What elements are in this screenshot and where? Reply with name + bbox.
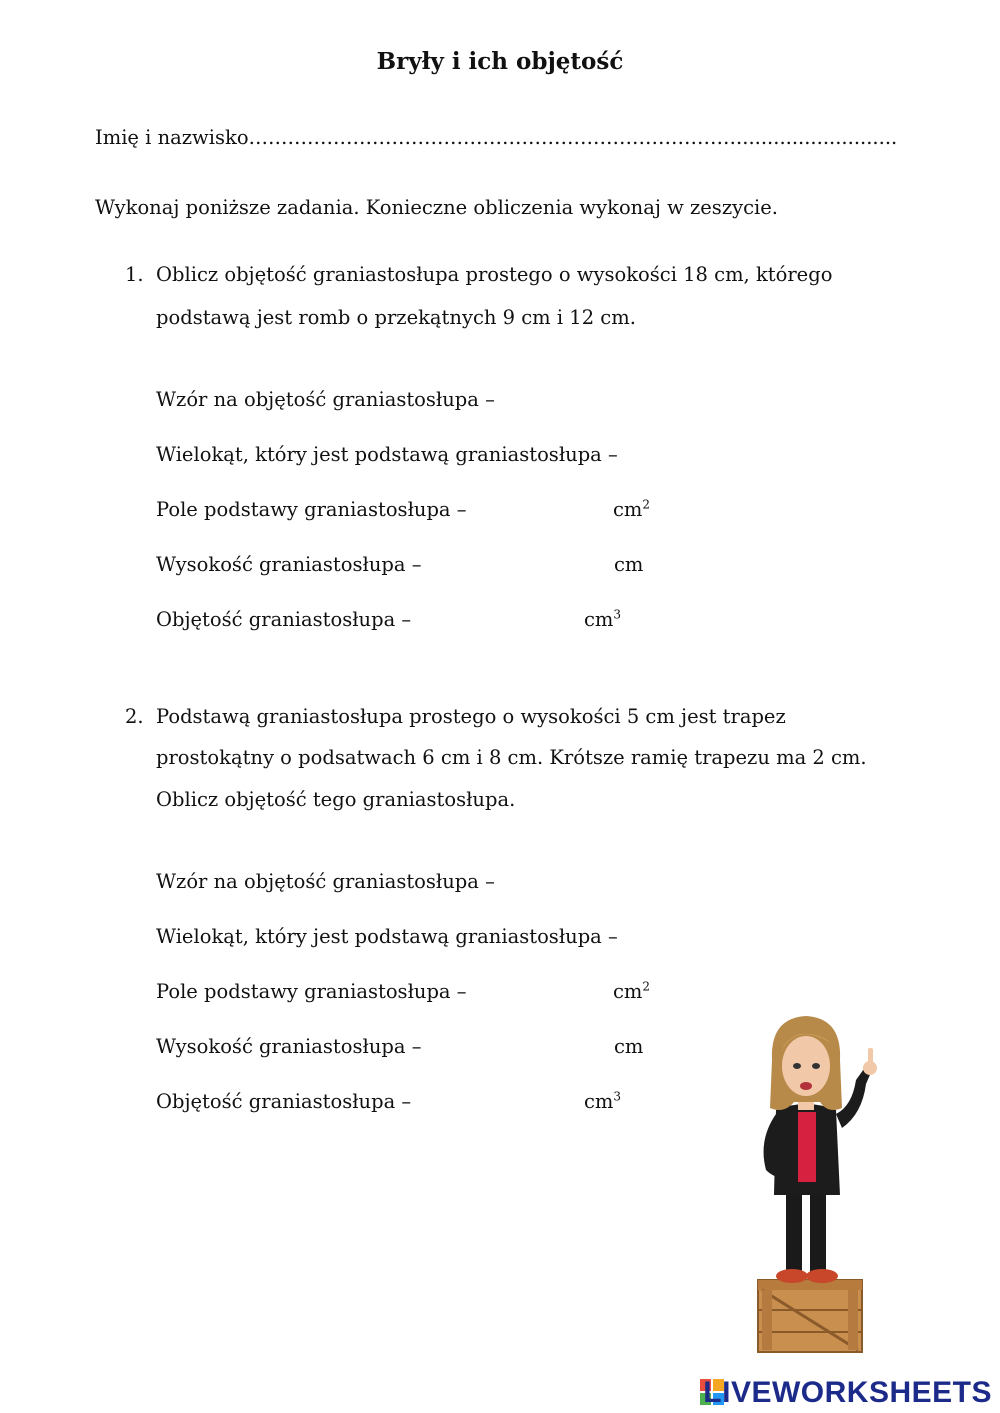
task-text-line: Oblicz objętość tego graniastosłupa. (156, 788, 516, 811)
liveworksheets-logo[interactable] (703, 1376, 992, 1410)
teacher-avatar-illustration (740, 1010, 890, 1355)
unit-exponent: 3 (613, 607, 622, 622)
task-text-line: prostokątny o podsatwach 6 cm i 8 cm. Krótsze ramię trapezu ma 2 cm. (156, 746, 867, 769)
task-number: 1. (125, 263, 144, 286)
volume-label: Objętość graniastosłupa – (156, 1090, 412, 1113)
unit-cm: cm (614, 1035, 644, 1058)
task-number: 2. (125, 705, 144, 728)
polygon-label: Wielokąt, który jest podstawą graniastosłupa – (156, 443, 618, 466)
page-title: Bryły i ich objętość (376, 48, 624, 75)
formula-label: Wzór na objętość graniastosłupa – (156, 870, 495, 893)
task-text-line: Oblicz objętość graniastosłupa prostego o wysokości 18 cm, którego (156, 263, 833, 286)
base-area-label: Pole podstawy graniastosłupa – (156, 980, 467, 1003)
formula-label: Wzór na objętość graniastosłupa – (156, 388, 495, 411)
instruction: Wykonaj poniższe zadania. Konieczne obliczenia wykonaj w zeszycie. (95, 196, 779, 219)
task-text-line: podstawą jest romb o przekątnych 9 cm i 12 cm. (156, 306, 636, 329)
logo-suffix: WORKSHEETS (771, 1376, 992, 1409)
unit-cm2 (613, 980, 650, 1003)
base-area-label: Pole podstawy graniastosłupa – (156, 498, 467, 521)
unit-exponent: 2 (642, 497, 651, 512)
logo-prefix: LIVE (703, 1376, 772, 1409)
unit-exponent: 3 (613, 1089, 622, 1104)
volume-label: Objętość graniastosłupa – (156, 608, 412, 631)
unit-cm: cm (614, 553, 644, 576)
name-line: Imię i nazwisko………………………………………………………………….......................... (95, 126, 898, 149)
unit-text: cm (613, 498, 643, 521)
polygon-label: Wielokąt, który jest podstawą graniastosłupa – (156, 925, 618, 948)
unit-cm2 (613, 498, 650, 521)
wooden-crate (758, 1280, 862, 1352)
unit-text: cm (613, 980, 643, 1003)
unit-cm3 (584, 1090, 621, 1113)
height-label: Wysokość graniastosłupa – (156, 1035, 422, 1058)
unit-text: cm (584, 1090, 614, 1113)
unit-text: cm (584, 608, 614, 631)
unit-exponent: 2 (642, 979, 651, 994)
unit-cm3 (584, 608, 621, 631)
height-label: Wysokość graniastosłupa – (156, 553, 422, 576)
task-text-line: Podstawą graniastosłupa prostego o wysokości 5 cm jest trapez (156, 705, 786, 728)
